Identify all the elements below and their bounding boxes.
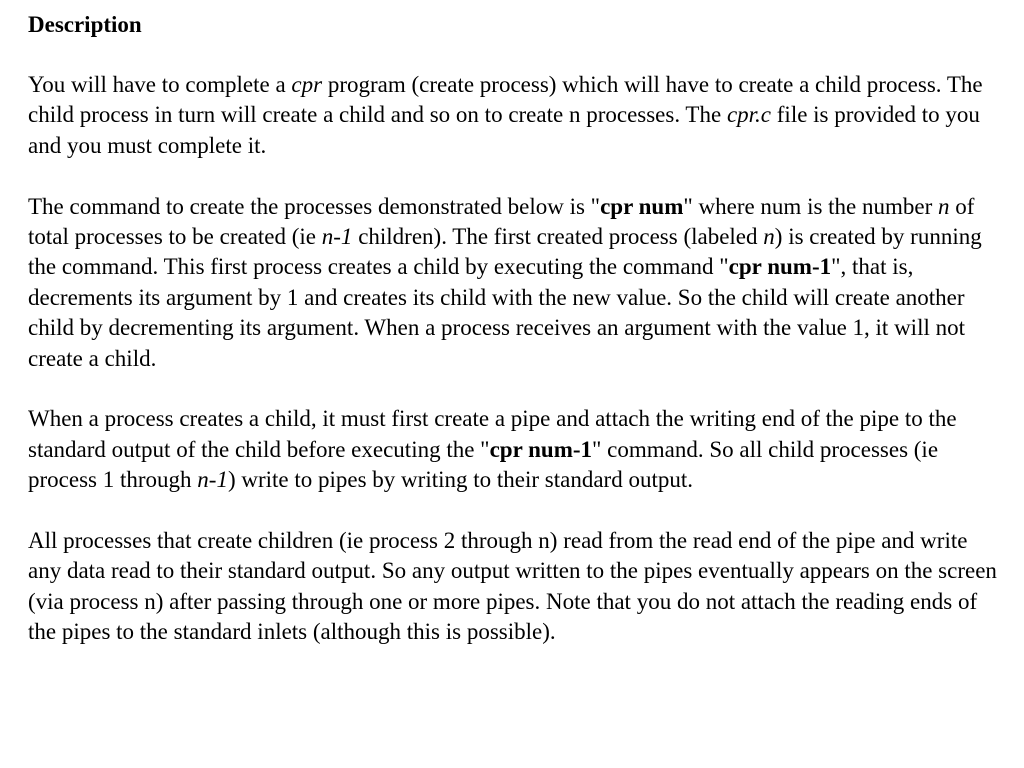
text-run: All processes that create children (ie process 2 through n) read from the read end of the pipe and write any data read to their standard output. So any output written to the pipes eventually appears on the screen (via process n) after passing through one or more pipes. Note that you do not attach the reading ends of the pipes to the standard inlets (although this is possible). xyxy=(28,528,997,645)
variable-n-minus-1: n-1 xyxy=(321,224,353,250)
paragraph-pipe xyxy=(28,404,1003,495)
text-run: ) is created by running the command. This first process creates a child by executing the command " xyxy=(28,224,982,280)
text-run: The command to create the processes demonstrated below is " xyxy=(28,193,601,219)
text-run: ", that is, decrements its argument by 1 and creates its child with the new value. So the child will create another child by decrementing its argument. When a process receives an argument with the value 1, it will not create a child. xyxy=(28,254,965,371)
paragraph-command xyxy=(28,192,1003,374)
text-run: " where num is the number xyxy=(683,193,939,219)
command-text: cpr num-1 xyxy=(728,254,832,280)
text-run: file is provided to you and you must complete it. xyxy=(28,102,980,158)
text-run: ) write to pipes by writing to their standard output. xyxy=(227,467,693,493)
text-run: program (create process) which will have to create a child process. The child process in turn will create a child and so on to create n processes. The xyxy=(28,72,983,128)
document-page xyxy=(28,10,1003,648)
text-run: You will have to complete a xyxy=(28,72,292,97)
paragraph-output xyxy=(28,526,1003,648)
variable-n: n xyxy=(763,224,775,250)
command-text: cpr num xyxy=(600,193,684,219)
paragraph-intro xyxy=(28,70,1003,161)
text-run: " command. So all child processes (ie process 1 through xyxy=(28,436,939,493)
section-heading: Description xyxy=(28,12,142,37)
variable-n-minus-1: n-1 xyxy=(197,467,228,493)
text-run: When a process creates a child, it must first create a pipe and attach the writing end of the pipe to the standard output of the child before executing the " xyxy=(28,406,957,462)
command-text: cpr num-1 xyxy=(489,436,593,462)
program-name: cpr xyxy=(291,72,323,97)
variable-n: n xyxy=(938,193,950,219)
text-run: of total processes to be created (ie xyxy=(28,193,975,250)
file-name: cpr.c xyxy=(726,102,772,128)
text-run: children). The first created process (labeled xyxy=(352,224,764,250)
